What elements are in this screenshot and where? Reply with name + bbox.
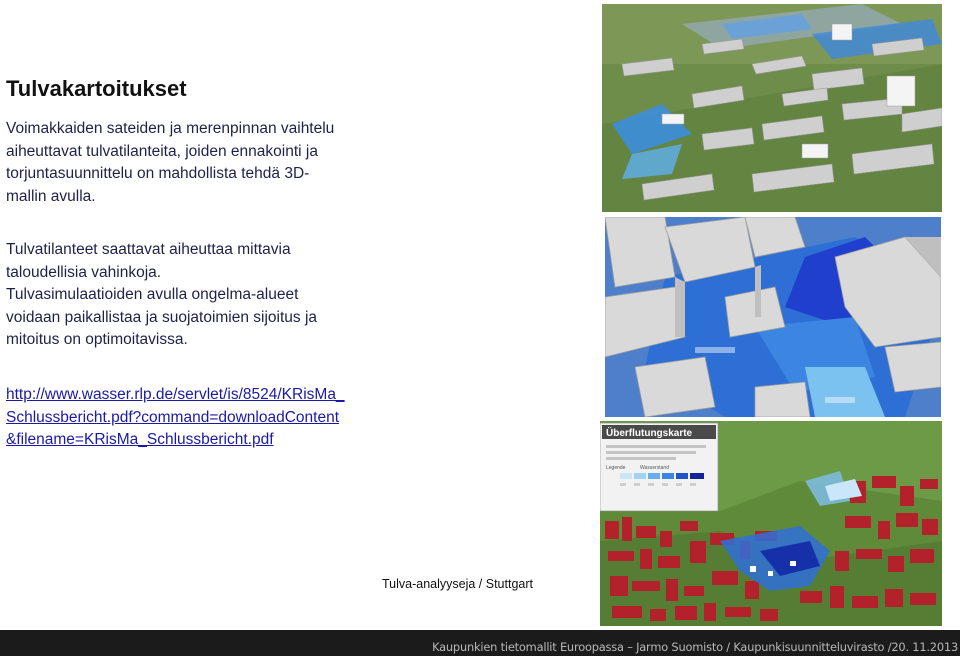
image-caption: Tulva-analyyseja / Stuttgart <box>382 577 533 591</box>
flood-3d-aerial-image <box>602 4 942 212</box>
footer-bar <box>0 630 960 656</box>
damage-paragraph <box>6 239 342 352</box>
map-title: Überflutungskarte <box>606 428 693 439</box>
report-link[interactable]: http://www.wasser.rlp.de/servlet/is/8524/KRisMa_Schlussbericht.pdf?command=downloadContent&filename=KRisMa_Schlussbericht.pdf <box>6 386 345 448</box>
intro-paragraph: Voimakkaiden sateiden ja merenpinnan vaihtelu aiheuttavat tulvatilanteita, joiden ennakointi ja torjuntasuunnittelu on mahdollista tehdä 3D-mallin avulla. <box>6 120 335 205</box>
simulation-text: Tulvasimulaatioiden avulla ongelma-alueet voidaan paikallistaa ja suojatoimien sijoitus ja mitoitus on optimoitavissa. <box>6 286 318 348</box>
map-legend-value: Wasserstand <box>640 465 669 471</box>
map-legend-label: Legende <box>606 465 626 471</box>
damage-text: Tulvatilanteet saattavat aiheuttaa mittavia taloudellisia vahinkoja. <box>6 241 291 281</box>
flood-map-image <box>600 421 942 626</box>
flood-3d-closeup-image <box>605 217 941 417</box>
footer-text: Kaupunkien tietomallit Euroopassa – Jarmo Suomisto / Kaupunkisuunnitteluvirasto /20. 11.2013 <box>432 640 958 654</box>
page-title: Tulvakartoitukset <box>6 76 187 101</box>
